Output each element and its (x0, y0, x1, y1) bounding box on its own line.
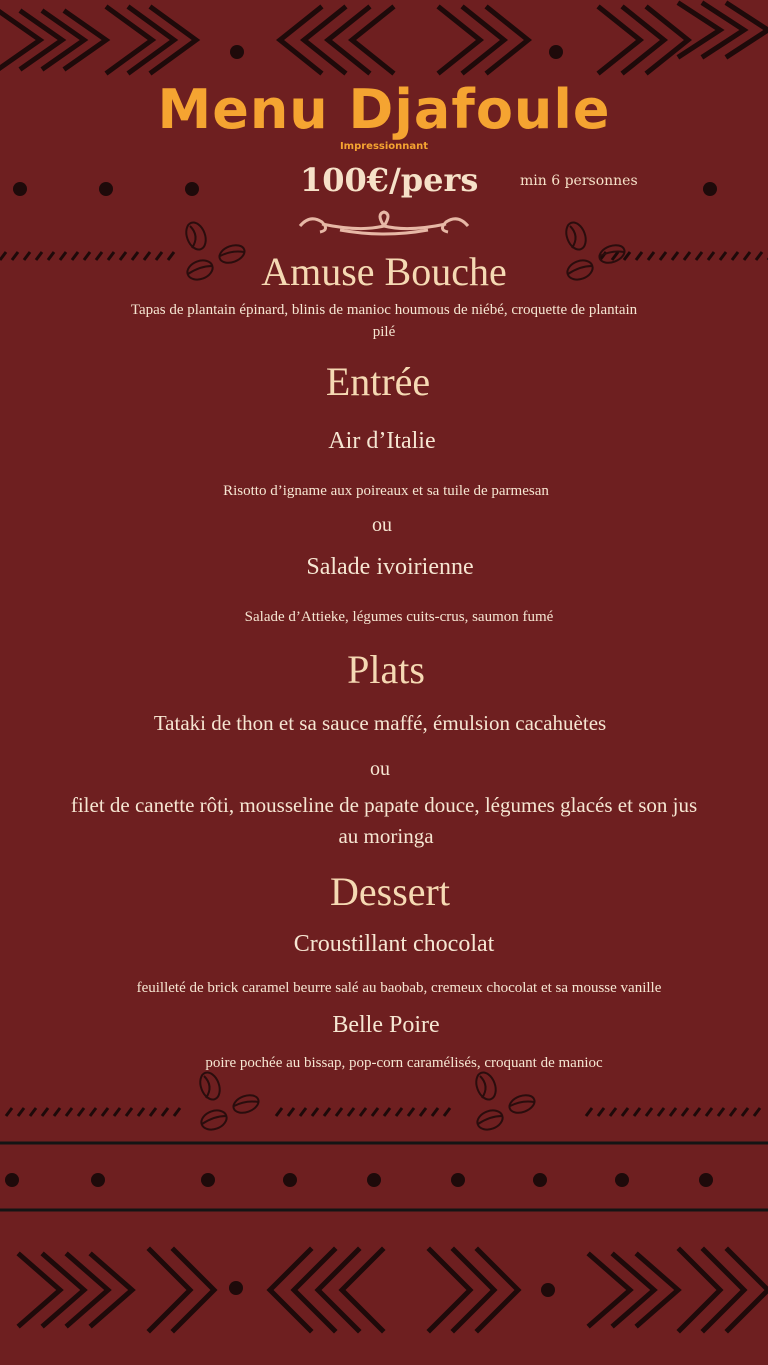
menu-title: Menu Djafoule (157, 78, 611, 141)
section-heading-amuse-bouche: Amuse Bouche (261, 249, 507, 294)
entree-dish2-desc: Salade d’Attieke, légumes cuits-crus, saumon fumé (244, 609, 554, 625)
dessert-dish2-name: Belle Poire (332, 1012, 440, 1038)
plats-dish1: Tataki de thon et sa sauce maffé, émulsion cacahuètes (153, 711, 607, 735)
plats-or: ou (370, 758, 390, 780)
plats-dish2-line2: au moringa (338, 824, 434, 848)
price-label: 100€/pers (300, 161, 479, 199)
entree-dish1-desc: Risotto d’igname aux poireaux et sa tuile de parmesan (223, 483, 549, 499)
entree-dish2-name: Salade ivoirienne (306, 554, 474, 580)
section-heading-entree: Entrée (325, 359, 431, 404)
dessert-dish1-name: Croustillant chocolat (293, 931, 495, 957)
section-heading-dessert: Dessert (330, 869, 450, 914)
entree-or: ou (372, 514, 392, 536)
dessert-dish2-desc: poire pochée au bissap, pop-corn caramélisés, croquant de manioc (205, 1055, 603, 1071)
dessert-dish1-desc: feuilleté de brick caramel beurre salé au baobab, cremeux chocolat et sa mousse vanille (136, 980, 662, 996)
section-heading-plats: Plats (347, 647, 425, 692)
min-persons-label: min 6 personnes (520, 173, 638, 189)
menu-subtitle: Impressionnant (339, 141, 429, 152)
plats-dish2-line1: filet de canette rôti, mousseline de papate douce, légumes glacés et son jus (70, 793, 698, 817)
amuse-description-line2: pilé (372, 324, 396, 340)
entree-dish1-name: Air d’Italie (328, 428, 436, 454)
amuse-description-line1: Tapas de plantain épinard, blinis de manioc houmous de niébé, croquette de plantain (130, 302, 638, 318)
